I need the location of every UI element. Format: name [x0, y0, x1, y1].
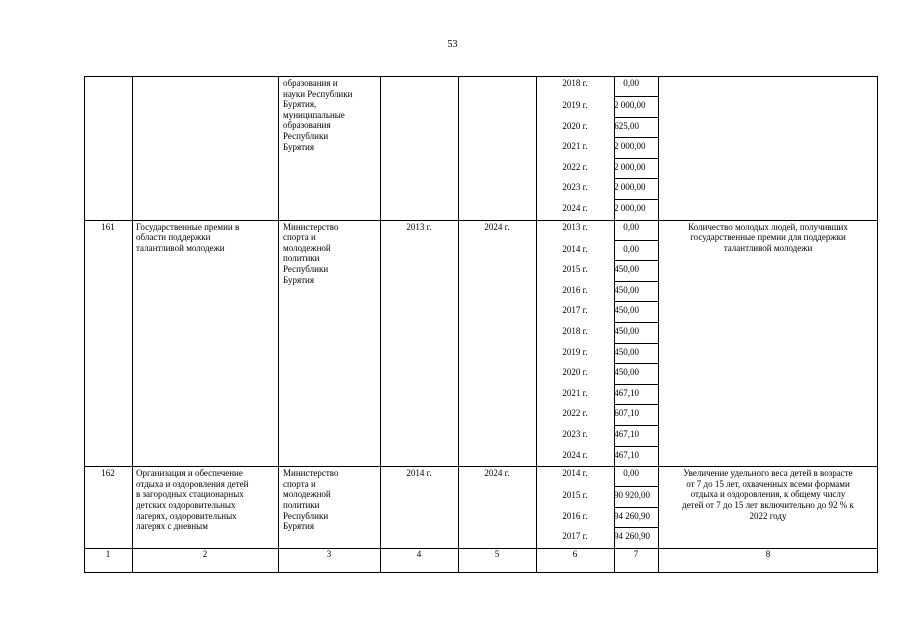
funding-amount: 607,10	[614, 408, 639, 419]
year-subrow-divider	[614, 178, 658, 179]
funding-amount: 450,00	[614, 264, 639, 275]
funding-amount: 450,00	[614, 284, 639, 295]
funding-amount: 467,10	[614, 387, 639, 398]
funding-amount: 625,00	[614, 120, 639, 131]
executor-line: муниципальные	[283, 109, 345, 120]
end-year: 2024 г.	[484, 221, 510, 232]
funding-year: 2016 г.	[562, 510, 588, 521]
funding-year: 2021 г.	[562, 387, 588, 398]
funding-year: 2013 г.	[562, 221, 588, 232]
column-number: 6	[572, 549, 578, 559]
funding-year: 2023 г.	[562, 429, 588, 439]
executor-line: молодежной	[283, 489, 331, 500]
funding-amount: 2 000,00	[614, 141, 646, 152]
funding-year: 2023 г.	[562, 182, 588, 193]
funding-year: 2017 г.	[562, 531, 588, 542]
year-subrow-divider	[614, 137, 658, 138]
year-subrow-divider	[614, 527, 658, 528]
year-subrow-divider	[614, 260, 658, 261]
executor-line: Министерство	[283, 468, 339, 479]
indicator-line: талантливой молодежи	[723, 242, 813, 253]
funding-amount: 450,00	[614, 305, 639, 316]
indicator-line: 2022 году	[749, 510, 787, 521]
indicator-line: государственные премии для поддержки	[690, 232, 846, 243]
executor-line: Республики	[283, 510, 329, 521]
executor-line: образования и	[283, 78, 338, 88]
funding-amount: 450,00	[614, 346, 639, 357]
executor-line: Министерство	[283, 221, 339, 232]
year-subrow-divider	[614, 240, 658, 241]
funding-amount: 0,00	[623, 78, 639, 88]
executor-line: Бурятия	[283, 521, 314, 532]
funding-amount: 0,00	[623, 243, 639, 254]
year-subrow-divider	[614, 117, 658, 118]
column-number: 1	[105, 549, 111, 559]
executor-line: Республики	[283, 264, 329, 274]
executor-line: Бурятия,	[283, 99, 317, 110]
funding-year: 2014 г.	[562, 468, 588, 479]
row-divider	[84, 466, 878, 467]
event-name-line: области поддержки	[136, 232, 211, 243]
funding-amount: 467,10	[614, 449, 639, 460]
table-border-bottom	[84, 572, 878, 573]
executor-line: Республики	[283, 131, 329, 141]
indicator-line: Увеличение удельного веса детей в возрасте	[683, 468, 853, 479]
funding-amount: 450,00	[614, 326, 639, 336]
column-divider	[132, 76, 133, 573]
column-number: 5	[494, 549, 500, 559]
row-number: 161	[101, 221, 115, 232]
end-year: 2024 г.	[484, 468, 510, 479]
funding-amount: 0,00	[623, 468, 639, 479]
funding-amount: 467,10	[614, 429, 639, 439]
funding-amount: 94 260,90	[614, 510, 650, 521]
event-name-line: детских оздоровительных	[136, 500, 236, 510]
year-subrow-divider	[614, 384, 658, 385]
indicator-line: Количество молодых людей, получивших	[688, 221, 848, 232]
program-table	[84, 76, 878, 573]
column-divider	[278, 76, 279, 573]
funding-amount: 2 000,00	[614, 203, 646, 213]
column-divider	[84, 76, 85, 573]
start-year: 2013 г.	[406, 221, 432, 232]
year-subrow-divider	[614, 96, 658, 97]
funding-year: 2020 г.	[562, 367, 588, 378]
event-name-line: Организация и обеспечение	[136, 468, 243, 479]
indicator-line: отдыха и оздоровления, к общему числу	[690, 489, 846, 500]
event-name-line: талантливой молодежи	[136, 242, 225, 253]
column-divider	[380, 76, 381, 573]
executor-line: молодежной	[283, 242, 331, 253]
column-number: 3	[326, 549, 332, 559]
year-subrow-divider	[614, 301, 658, 302]
funding-amount: 90 920,00	[614, 490, 650, 501]
year-subrow-divider	[614, 486, 658, 487]
funding-year: 2014 г.	[562, 243, 588, 254]
event-name-line: в загородных стационарных	[136, 489, 244, 500]
year-subrow-divider	[614, 281, 658, 282]
executor-line: науки Республики	[283, 88, 353, 99]
event-name-line: Государственные премии в	[136, 221, 240, 232]
row-divider	[84, 220, 878, 221]
funding-year: 2020 г.	[562, 120, 588, 131]
funding-amount: 450,00	[614, 367, 639, 378]
year-subrow-divider	[614, 507, 658, 508]
funding-year: 2018 г.	[562, 326, 588, 336]
funding-year: 2022 г.	[562, 408, 588, 419]
executor-line: политики	[283, 253, 320, 264]
funding-year: 2022 г.	[562, 161, 588, 172]
executor-line: политики	[283, 500, 320, 510]
year-subrow-divider	[614, 404, 658, 405]
row-number: 162	[101, 468, 115, 479]
column-number: 7	[633, 549, 639, 559]
funding-year: 2021 г.	[562, 141, 588, 152]
indicator-line: детей от 7 до 15 лет включительно до 92 % к	[682, 500, 854, 510]
funding-amount: 94 260,90	[614, 531, 650, 542]
funding-amount: 0,00	[623, 221, 639, 232]
funding-year: 2019 г.	[562, 100, 588, 110]
year-subrow-divider	[614, 343, 658, 344]
executor-line: спорта и	[283, 478, 316, 489]
funding-year: 2019 г.	[562, 346, 588, 357]
column-number: 2	[202, 549, 208, 559]
executor-line: Бурятия	[283, 141, 314, 152]
year-subrow-divider	[614, 363, 658, 364]
executor-line: спорта и	[283, 232, 316, 243]
funding-amount: 2 000,00	[614, 100, 646, 110]
column-divider	[458, 76, 459, 573]
year-subrow-divider	[614, 322, 658, 323]
year-subrow-divider	[614, 199, 658, 200]
funding-year: 2018 г.	[562, 78, 588, 88]
funding-year: 2024 г.	[562, 203, 588, 213]
indicator-line: от 7 до 15 лет, охваченных всеми формами	[686, 478, 850, 489]
funding-year: 2024 г.	[562, 449, 588, 460]
executor-line: Бурятия	[283, 274, 314, 285]
executor-line: образования	[283, 120, 331, 131]
event-name-line: отдыха и оздоровления детей	[136, 478, 249, 489]
funding-year: 2017 г.	[562, 305, 588, 316]
column-number: 4	[416, 549, 422, 559]
event-name-line: лагерях, оздоровительных	[136, 510, 237, 521]
page-number: 53	[447, 39, 458, 50]
table-border-top	[84, 76, 878, 77]
funding-year: 2016 г.	[562, 284, 588, 295]
year-subrow-divider	[614, 158, 658, 159]
year-subrow-divider	[614, 446, 658, 447]
column-number: 8	[765, 549, 771, 559]
year-subrow-divider	[614, 425, 658, 426]
event-name-line: лагерях с дневным	[136, 521, 208, 532]
start-year: 2014 г.	[406, 468, 432, 479]
funding-amount: 2 000,00	[614, 161, 646, 172]
funding-year: 2015 г.	[562, 264, 588, 275]
funding-year: 2015 г.	[562, 490, 588, 501]
funding-amount: 2 000,00	[614, 182, 646, 193]
